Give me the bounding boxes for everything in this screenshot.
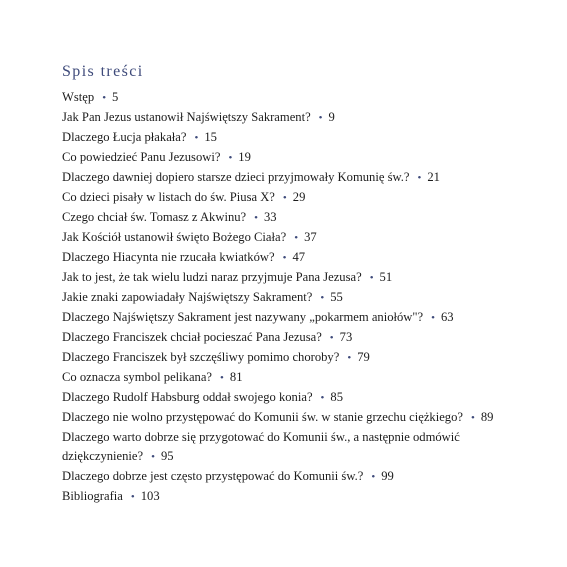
toc-page-number: 55: [330, 290, 343, 304]
toc-entry: [62, 328, 532, 348]
toc-entry: [62, 428, 492, 467]
toc-entry: [62, 188, 532, 208]
toc-entry: [62, 228, 532, 248]
toc-entry: [62, 308, 532, 328]
toc-entry-title: Co oznacza symbol pelikana?: [62, 370, 213, 384]
toc-entry-title: Co dzieci pisały w listach do św. Piusa X?: [62, 190, 275, 204]
toc-page-number: 33: [264, 210, 277, 224]
toc-page-number: 21: [427, 170, 440, 184]
toc-page-number: 19: [238, 150, 251, 164]
toc-page-number: 103: [140, 489, 160, 503]
bullet-separator-icon: •: [417, 172, 422, 184]
toc-entry: [62, 168, 532, 188]
toc-page-number: 63: [441, 310, 454, 324]
bullet-separator-icon: •: [329, 332, 334, 344]
bullet-separator-icon: •: [130, 491, 135, 503]
bullet-separator-icon: •: [151, 451, 155, 463]
toc-entry: [62, 128, 532, 148]
bullet-separator-icon: •: [254, 212, 258, 224]
toc-entry-title: Co powiedzieć Panu Jezusowi?: [62, 150, 221, 164]
toc-entry-title: Dlaczego dawniej dopiero starsze dzieci przyjmowały Komunię św.?: [62, 170, 410, 184]
toc-entry: [62, 88, 532, 108]
toc-page-number: 95: [160, 449, 174, 463]
toc-entry-title: Dlaczego Hiacynta nie rzucała kwiatków?: [62, 250, 275, 264]
toc-entry: [62, 108, 532, 128]
toc-entry-title: Dlaczego warto dobrze się przygotować do Komunii św., a następnie odmówić dziękczynienie?: [62, 430, 460, 463]
toc-entry-title: Jakie znaki zapowiadały Najświętszy Sakrament?: [62, 290, 313, 304]
toc-page-number: 5: [112, 90, 119, 104]
toc-entry: [62, 288, 532, 308]
toc-entry: [62, 467, 532, 487]
bullet-separator-icon: •: [228, 152, 233, 164]
toc-page-number: 73: [339, 330, 353, 344]
toc-entry: [62, 148, 532, 168]
toc-entry-title: Jak to jest, że tak wielu ludzi naraz przyjmuje Pana Jezusa?: [62, 270, 362, 284]
bullet-separator-icon: •: [347, 352, 352, 364]
toc-entry-title: Wstęp: [62, 90, 95, 104]
toc-entry-title: Dlaczego dobrze jest często przystępować do Komunii św.?: [62, 469, 364, 483]
toc-entry: [62, 248, 532, 268]
toc-entry: [62, 368, 532, 388]
toc-entry: [62, 268, 532, 288]
toc-entry: [62, 408, 532, 428]
toc-page-number: 81: [229, 370, 243, 384]
toc-page-number: 85: [330, 390, 343, 404]
toc-entry-title: Dlaczego Najświętszy Sakrament jest nazywany „pokarmem aniołów"?: [62, 310, 424, 324]
bullet-separator-icon: •: [318, 112, 323, 124]
toc-page-number: 37: [304, 230, 317, 244]
bullet-separator-icon: •: [220, 372, 224, 384]
bullet-separator-icon: •: [294, 232, 299, 244]
toc-entry: [62, 388, 532, 408]
bullet-separator-icon: •: [282, 252, 287, 264]
bullet-separator-icon: •: [471, 412, 475, 424]
toc-entry-title: Jak Pan Jezus ustanowił Najświętszy Sakrament?: [62, 110, 311, 124]
toc-entry-title: Dlaczego Rudolf Habsburg oddał swojego konia?: [62, 390, 313, 404]
table-of-contents-page: [62, 62, 532, 507]
bullet-separator-icon: •: [369, 272, 374, 284]
toc-entry-title: Dlaczego Franciszek chciał pocieszać Pana Jezusa?: [62, 330, 322, 344]
toc-entry: [62, 208, 532, 228]
toc-entry-title: Czego chciał św. Tomasz z Akwinu?: [62, 210, 247, 224]
toc-page-number: 79: [357, 350, 370, 364]
toc-heading: Spis treści: [62, 63, 144, 80]
toc-page-number: 89: [480, 410, 494, 424]
bullet-separator-icon: •: [371, 471, 376, 483]
toc-entry-title: Dlaczego Łucja płakała?: [62, 130, 187, 144]
toc-entry: [62, 487, 532, 507]
toc-page-number: 99: [381, 469, 394, 483]
toc-entry-title: Dlaczego nie wolno przystępować do Komunii św. w stanie grzechu ciężkiego?: [62, 410, 463, 424]
toc-page-number: 51: [379, 270, 393, 284]
bullet-separator-icon: •: [102, 92, 107, 104]
bullet-separator-icon: •: [431, 312, 435, 324]
toc-page-number: 9: [328, 110, 335, 124]
bullet-separator-icon: •: [320, 292, 325, 304]
toc-page-number: 29: [292, 190, 306, 204]
toc-entry: [62, 348, 532, 368]
toc-page-number: 15: [204, 130, 217, 144]
bullet-separator-icon: •: [282, 192, 287, 204]
bullet-separator-icon: •: [194, 132, 199, 144]
toc-entry-title: Jak Kościół ustanowił święto Bożego Ciała?: [62, 230, 287, 244]
bullet-separator-icon: •: [320, 392, 325, 404]
toc-entry-title: Dlaczego Franciszek był szczęśliwy pomimo choroby?: [62, 350, 340, 364]
toc-entry-title: Bibliografia: [62, 489, 123, 503]
toc-page-number: 47: [292, 250, 306, 264]
toc-list: [62, 88, 532, 507]
